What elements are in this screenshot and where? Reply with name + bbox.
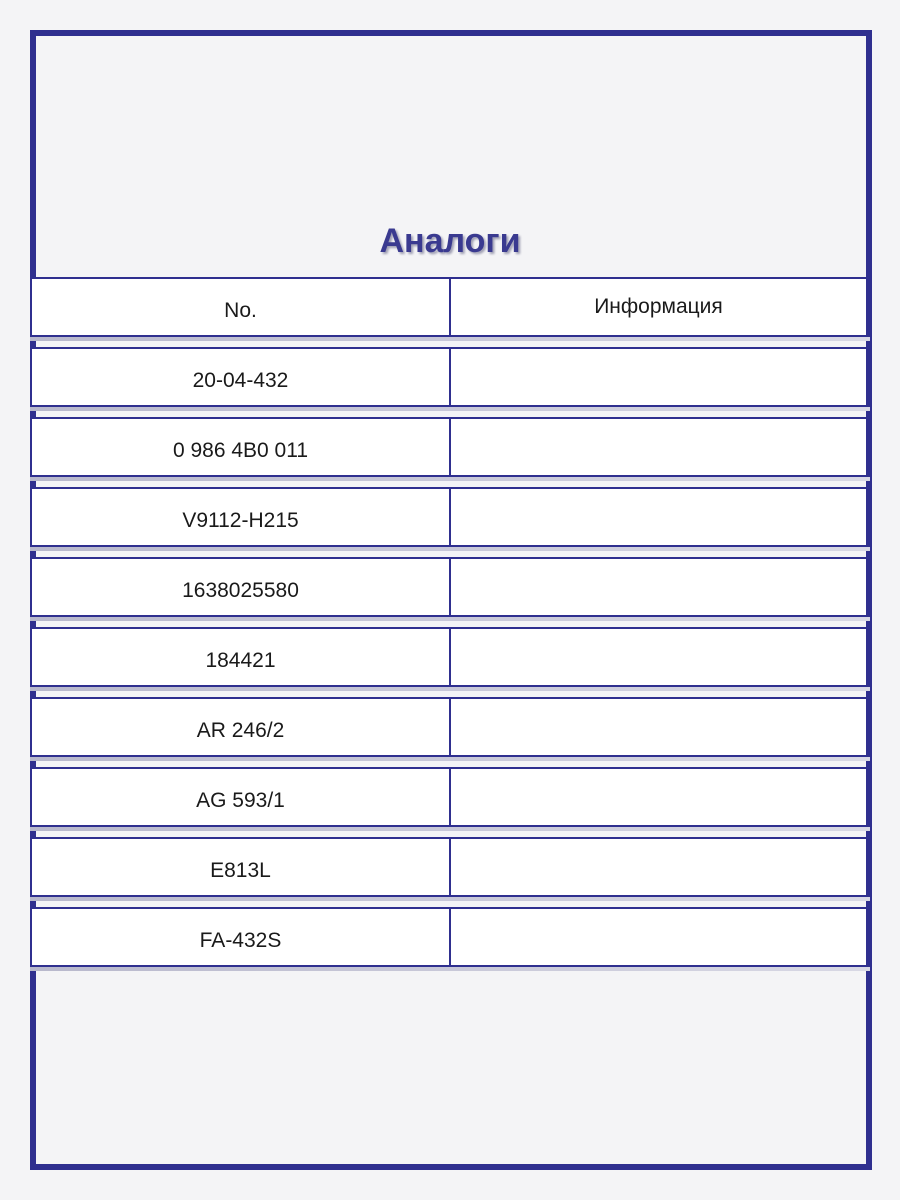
info-cell: [449, 837, 868, 897]
part-number-cell: 0 986 4B0 011: [30, 417, 451, 477]
table-row: [30, 487, 870, 547]
table-row: [30, 557, 870, 617]
info-cell: [449, 627, 868, 687]
part-number-cell: 1638025580: [30, 557, 451, 617]
part-number-cell: 20-04-432: [30, 347, 451, 407]
info-cell: [449, 767, 868, 827]
part-number-cell: 184421: [30, 627, 451, 687]
info-cell: [449, 347, 868, 407]
part-number-cell: AR 246/2: [30, 697, 451, 757]
table-header-row: [30, 277, 870, 337]
table-row: [30, 627, 870, 687]
table-row: [30, 697, 870, 757]
info-cell: [449, 487, 868, 547]
part-number-cell: V9112-H215: [30, 487, 451, 547]
info-cell: [449, 907, 868, 967]
table-row: [30, 767, 870, 827]
info-cell: [449, 557, 868, 617]
column-header-number: No.: [30, 277, 451, 337]
table-row: [30, 417, 870, 477]
table-row: [30, 907, 870, 967]
column-header-info: Информация: [449, 277, 868, 337]
part-number-cell: FA-432S: [30, 907, 451, 967]
info-cell: [449, 417, 868, 477]
table-row: [30, 347, 870, 407]
part-number-cell: AG 593/1: [30, 767, 451, 827]
info-cell: [449, 697, 868, 757]
part-number-cell: E813L: [30, 837, 451, 897]
page-title: Аналоги: [379, 222, 521, 260]
table-row: [30, 837, 870, 897]
